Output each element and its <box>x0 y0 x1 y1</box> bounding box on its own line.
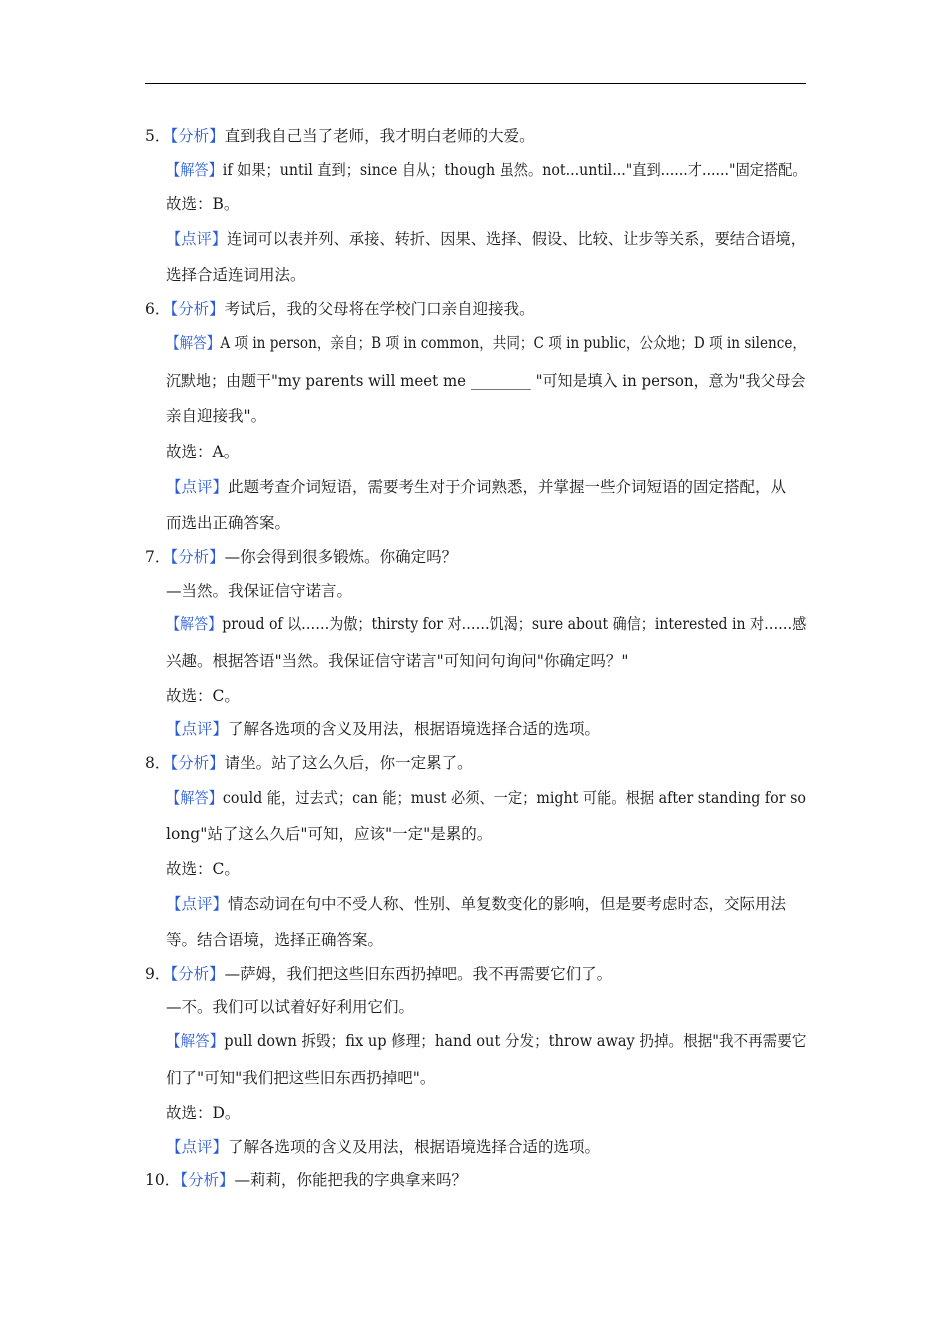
header-rule <box>145 83 806 84</box>
item-7-answer-2: 兴趣。根据答语"当然。我保证信守诺言"可知问句询问"你确定吗？" <box>166 652 629 670</box>
item-6-choice: 故选：A。 <box>166 443 240 461</box>
item-7-comment: 【点评】了解各选项的含义及用法，根据语境选择合适的选项。 <box>166 720 601 738</box>
item-9-answer-2: 们了"可知"我们把这些旧东西扔掉吧"。 <box>166 1069 436 1087</box>
item-8-comment: 【点评】情态动词在句中不受人称、性别、单复数变化的影响，但是要考虑时态，交际用法 <box>166 895 787 913</box>
item-8-choice: 故选：C。 <box>166 860 240 878</box>
item-9-choice: 故选：D。 <box>166 1104 241 1122</box>
item-7-analysis: 7．【分析】—你会得到很多锻炼。你确定吗？ <box>145 548 458 566</box>
item-6-answer: 【解答】A 项 in person，亲自；B 项 in common，共同；C 项 in public，公众地；D 项 in silence， <box>166 334 806 352</box>
item-9-comment: 【点评】了解各选项的含义及用法，根据语境选择合适的选项。 <box>166 1138 601 1156</box>
item-7-answer: 【解答】proud of 以……为傲；thirsty for 对……饥渴；sure about 确信；interested in 对……感 <box>166 615 807 633</box>
item-6-answer-3: 亲自迎接我"。 <box>166 407 267 425</box>
item-5-comment-2: 选择合适连词用法。 <box>166 266 306 284</box>
item-6-answer-2: 沉默地；由题干"my parents will meet me ________ "可知是填入 in person，意为"我父母会 <box>166 372 806 390</box>
item-5-choice: 故选：B。 <box>166 195 240 213</box>
item-6-comment-2: 而选出正确答案。 <box>166 514 291 532</box>
item-5-analysis: 5．【分析】直到我自己当了老师，我才明白老师的大爱。 <box>145 127 535 145</box>
item-6-analysis: 6．【分析】考试后，我的父母将在学校门口亲自迎接我。 <box>145 300 535 318</box>
item-5-comment: 【点评】连词可以表并列、承接、转折、因果、选择、假设、比较、让步等关系，要结合语境， <box>166 230 806 248</box>
item-9-answer: 【解答】pull down 拆毁；fix up 修理；hand out 分发；throw away 扔掉。根据"我不再需要它 <box>166 1032 807 1050</box>
item-8-answer: 【解答】could 能，过去式；can 能；must 必须、一定；might 可能。根据 after standing for so <box>166 789 806 807</box>
item-8-answer-2: long"站了这么久后"可知，应该"一定"是累的。 <box>166 825 493 843</box>
item-7-choice: 故选：C。 <box>166 687 240 705</box>
item-10-analysis: 10．【分析】—莉莉，你能把我的字典拿来吗？ <box>145 1171 468 1189</box>
item-9-analysis: 9．【分析】—萨姆，我们把这些旧东西扔掉吧。我不再需要它们了。 <box>145 965 613 983</box>
item-6-comment: 【点评】此题考查介词短语，需要考生对于介词熟悉，并掌握一些介词短语的固定搭配，从 <box>166 478 787 496</box>
item-5-answer: 【解答】if 如果；until 直到；since 自从；though 虽然。not...until..."直到......才......"固定搭配。 <box>166 161 807 179</box>
item-8-comment-2: 等。结合语境，选择正确答案。 <box>166 931 384 949</box>
item-8-analysis: 8．【分析】请坐。站了这么久后，你一定累了。 <box>145 754 473 772</box>
item-7-analysis-2: —当然。我保证信守诺言。 <box>166 582 353 600</box>
item-9-analysis-2: —不。我们可以试着好好利用它们。 <box>166 998 415 1016</box>
